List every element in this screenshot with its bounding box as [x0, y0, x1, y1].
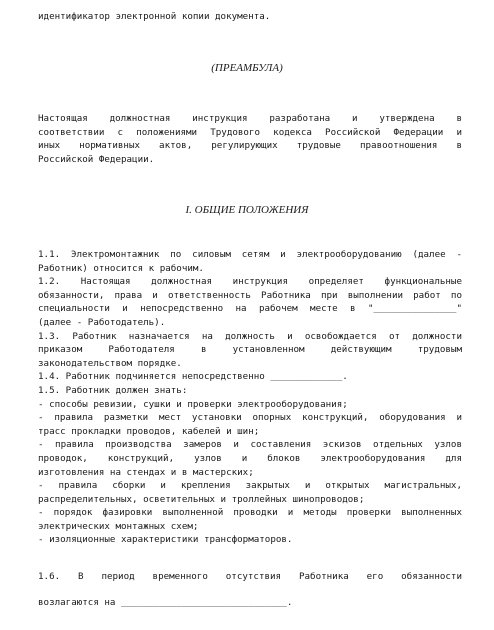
text-line: 1.5. Работник должен знать:: [38, 384, 188, 396]
text-line: - изоляционные характеристики трансформаторов.: [38, 534, 293, 546]
text-line: возлагаются на ______________________________.: [38, 597, 293, 608]
text-line: 1.3. Работник назначается на должность и освобождается от должности: [38, 330, 462, 342]
text-line: специальности и непосредственно на рабочем месте в "_______________": [38, 303, 462, 315]
text-line: 1.2. Настоящая должностная инструкция определяет функциональные: [38, 276, 462, 288]
text-line: - правила разметки мест установки опорных конструкций, оборудования и: [38, 412, 462, 424]
text-line: трасс прокладки проводов, кабелей и шин;: [38, 425, 260, 437]
text-line: электрических монтажных схем;: [38, 520, 199, 532]
text-line: - способы ревизии, сушки и проверки электрооборудования;: [38, 398, 348, 410]
text-line: Российской Федерации.: [38, 153, 155, 165]
preamble-heading: (ПРЕАМБУЛА): [211, 62, 283, 74]
preamble-paragraph: [38, 112, 462, 166]
text-line: - правила производства замеров и составления эскизов отдельных узлов: [38, 439, 462, 451]
text-line: обязанности, права и ответственность Работника при выполнении работ по: [38, 289, 462, 301]
text-line: распределительных, осветительных и троллейных шинопроводов;: [38, 493, 365, 505]
text-line: Работник) относится к рабочим.: [38, 262, 204, 274]
text-line: (далее - Работодатель).: [38, 316, 166, 328]
text-line: законодательством порядке.: [38, 357, 182, 369]
text-line: 1.6. В период временного отсутствия Работника его обязанности: [38, 571, 462, 582]
text-line: приказом Работодателя в установленном действующим трудовым: [38, 344, 462, 356]
text-line: идентификатор электронной копии документа.: [38, 11, 271, 22]
item-1-6: [38, 570, 462, 584]
text-line: - правила сборки и крепления закрытых и открытых магистральных,: [38, 480, 462, 492]
text-line: соответствии с положениями Трудового кодекса Российской Федерации и: [38, 126, 462, 138]
text-line: изготовления на стендах и в мастерских;: [38, 466, 254, 478]
section1-heading: I. ОБЩИЕ ПОЛОЖЕНИЯ: [185, 204, 309, 216]
item-1-6-continued: [38, 596, 462, 610]
text-line: 1.1. Электромонтажник по силовым сетям и электрооборудованию (далее -: [38, 249, 462, 260]
top-line: [38, 10, 462, 24]
text-line: Настоящая должностная инструкция разработана и утверждена в: [38, 113, 462, 124]
text-line: иных нормативных актов, регулирующих трудовые правоотношения в: [38, 140, 462, 152]
text-line: 1.4. Работник подчиняется непосредственно _____________.: [38, 371, 348, 383]
text-line: - порядок фазировки выполненной проводки и методы проверки выполненных: [38, 507, 462, 519]
section1-body: [38, 248, 462, 547]
text-line: проводок, конструкций, узлов и блоков электрооборудования для: [38, 452, 462, 464]
